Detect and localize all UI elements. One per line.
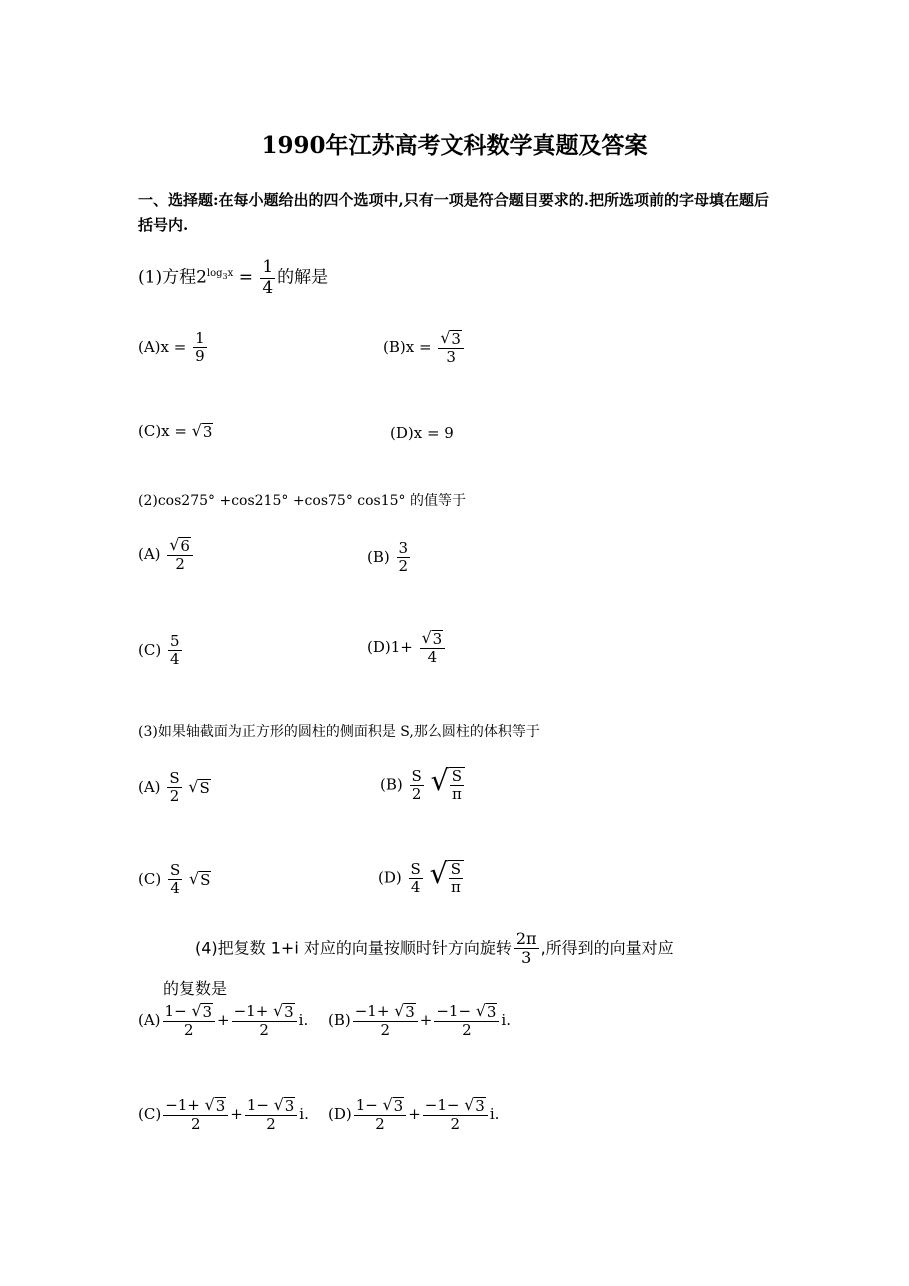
q2-d-label: (D)1+ xyxy=(367,638,413,656)
q4-d-r2: 3 xyxy=(475,1097,485,1116)
q4-a-n2: −1+ xyxy=(233,1002,274,1020)
sqrt-icon: √ 3 xyxy=(273,1001,294,1022)
q3-a-label: (A) xyxy=(138,777,161,796)
q4-rot-num: 2π xyxy=(515,929,537,948)
q4-b-tail: i. xyxy=(501,1011,511,1029)
q1-c-label: (C)x = xyxy=(138,422,187,440)
q2-option-c xyxy=(138,633,184,669)
q2-option-a xyxy=(138,537,195,573)
q4-a-r2: 3 xyxy=(284,1003,294,1022)
q1-b-radicand: 3 xyxy=(451,330,461,349)
sqrt-icon: √ S xyxy=(189,869,211,889)
sqrt-icon: √ 3 xyxy=(421,628,443,649)
q3-a-num: S xyxy=(169,769,180,787)
q3-b-root-num: S xyxy=(451,767,463,785)
q4-a-tail: i. xyxy=(298,1011,309,1029)
q4-a-d1: 2 xyxy=(184,1020,194,1039)
q3-b-root-den: π xyxy=(451,785,462,804)
q4-b-n2: −1− xyxy=(436,1002,476,1020)
q4-a-frac1 xyxy=(163,1003,215,1039)
sqrt-icon: √ 3 xyxy=(464,1095,485,1116)
q4-d-r1: 3 xyxy=(393,1097,404,1116)
sqrt-icon: √ 3 xyxy=(475,1001,497,1022)
q1-frac-num: 1 xyxy=(262,257,274,277)
q1-option-d: (D)x = 9 xyxy=(390,424,454,442)
q1-b-den: 3 xyxy=(446,347,456,366)
q4-option-b xyxy=(328,1003,511,1039)
q4-c-tail: i. xyxy=(299,1105,309,1123)
q4-d-d1: 2 xyxy=(375,1114,385,1133)
q1-c-radicand: 3 xyxy=(202,423,213,442)
q3-b-label: (B) xyxy=(380,775,403,794)
q4-c-frac2 xyxy=(245,1097,297,1133)
q2-option-d xyxy=(367,630,447,666)
q4-b-frac2 xyxy=(434,1003,499,1039)
q4-option-a xyxy=(138,1003,308,1039)
q3-a-radicand: S xyxy=(199,779,210,797)
sqrt-icon: √ S xyxy=(188,777,210,797)
sqrt-icon: √ $\frac{S}{\pi}$ xyxy=(430,860,464,897)
q4-d-tail: i. xyxy=(489,1105,500,1123)
q1-exp-sub: 3 xyxy=(222,271,228,281)
q1-a-label: (A)x = xyxy=(138,337,187,356)
q4-a-d2: 2 xyxy=(259,1020,269,1039)
q3-d-den: 4 xyxy=(410,877,421,896)
q1-exp-var: x xyxy=(227,267,234,279)
q4-c-n2: 1− xyxy=(246,1096,274,1114)
q4-c-label: (C) xyxy=(138,1105,162,1123)
q3-option-a xyxy=(138,770,211,806)
q4-option-d xyxy=(328,1097,499,1133)
q4-c-r1: 3 xyxy=(215,1097,226,1116)
q3-c-label: (C) xyxy=(138,869,162,888)
q3-d-num: S xyxy=(410,859,421,878)
sqrt-icon: √ 3 xyxy=(382,1095,404,1116)
q1-a-num: 1 xyxy=(195,329,205,347)
sqrt-icon: √ 3 xyxy=(204,1095,226,1116)
q2-d-radicand: 3 xyxy=(432,630,443,649)
q3-a-den: 2 xyxy=(169,787,180,806)
q2-b-den: 2 xyxy=(398,557,409,576)
q1-exp: log xyxy=(206,267,223,279)
q4-line1-pre: (4)把复数 1+i 对应的向量按顺时针方向旋转 xyxy=(195,938,512,958)
sqrt-icon: √ 3 xyxy=(273,1095,295,1116)
q4-option-c xyxy=(138,1097,309,1133)
q4-c-n1: −1+ xyxy=(165,1096,205,1114)
q2-b-label: (B) xyxy=(367,547,390,566)
q4-rotation-fraction xyxy=(514,930,539,968)
q4-b-label: (B) xyxy=(328,1011,351,1029)
q4-c-frac1 xyxy=(163,1097,228,1133)
q2-a-radicand: 6 xyxy=(180,537,190,556)
section-instructions: 一、选择题:在每小题给出的四个选项中,只有一项是符合题目要求的.把所选项前的字母填在题后括号内. xyxy=(138,191,769,234)
question-2-stem: (2)cos275° +cos215° +cos75° cos15° 的值等于 xyxy=(138,493,466,509)
q3-option-c xyxy=(138,862,211,898)
q3-d-fraction xyxy=(409,861,423,897)
q4-d-label: (D) xyxy=(328,1105,352,1123)
q3-b-num: S xyxy=(411,766,422,785)
q3-d-label: (D) xyxy=(378,868,402,887)
q4-d-n2: −1− xyxy=(424,1096,465,1114)
q1-option-b xyxy=(383,330,466,366)
q2-c-num: 5 xyxy=(169,632,180,650)
q2-d-den: 4 xyxy=(427,647,438,666)
sqrt-icon: √ 3 xyxy=(191,421,213,442)
q1-suffix: 的解是 xyxy=(277,267,329,288)
q1-option-c xyxy=(138,422,213,441)
q3-c-radicand: S xyxy=(200,871,211,889)
page-title: 1990年江苏高考文科数学真题及答案 xyxy=(261,132,648,159)
q3-b-fraction xyxy=(410,768,424,804)
q4-a-frac2 xyxy=(232,1003,297,1039)
question-4-stem-line1 xyxy=(195,930,674,968)
q4-b-n1: −1+ xyxy=(354,1002,395,1020)
q2-a-den: 2 xyxy=(175,554,185,573)
q4-d-frac1 xyxy=(354,1097,406,1133)
q2-c-fraction xyxy=(168,633,182,669)
q4-d-op: + xyxy=(408,1105,421,1123)
q2-b-fraction xyxy=(397,540,411,576)
q1-base: 2 xyxy=(196,267,207,288)
q4-b-d2: 2 xyxy=(462,1020,472,1039)
q4-c-d2: 2 xyxy=(266,1114,276,1133)
sqrt-icon: √ 3 xyxy=(440,328,461,349)
q1-fraction xyxy=(260,258,275,298)
q1-a-fraction xyxy=(193,330,207,366)
q3-c-den: 4 xyxy=(170,879,180,898)
question-4-stem-line2: 的复数是 xyxy=(163,979,228,998)
q2-c-den: 4 xyxy=(169,650,180,669)
q1-frac-den: 4 xyxy=(262,277,274,298)
q4-a-n1: 1− xyxy=(164,1002,192,1020)
q4-c-r2: 3 xyxy=(284,1097,295,1116)
q2-a-fraction xyxy=(167,537,193,573)
q2-option-b xyxy=(367,540,412,576)
q4-a-op: + xyxy=(217,1011,230,1029)
sqrt-icon: √ 3 xyxy=(394,1001,415,1022)
question-3-stem: (3)如果轴截面为正方形的圆柱的侧面积是 S,那么圆柱的体积等于 xyxy=(138,724,540,740)
q3-a-fraction xyxy=(167,770,181,806)
q2-d-fraction xyxy=(420,630,446,666)
sqrt-icon: √ 3 xyxy=(191,1001,213,1022)
q1-a-den: 9 xyxy=(195,347,205,366)
q3-option-d xyxy=(378,857,464,897)
q4-b-r2: 3 xyxy=(486,1003,497,1022)
q1-b-fraction xyxy=(438,330,464,366)
sqrt-icon: √ 6 xyxy=(169,535,190,556)
q3-d-root-num: S xyxy=(450,860,462,878)
q4-b-op: + xyxy=(419,1011,433,1029)
q2-a-label: (A) xyxy=(138,545,161,563)
q4-b-r1: 3 xyxy=(405,1003,415,1022)
q4-c-op: + xyxy=(230,1105,243,1123)
question-1-stem xyxy=(138,258,328,298)
q2-c-label: (C) xyxy=(138,640,162,659)
q3-option-b xyxy=(380,764,465,804)
sqrt-icon: √ $\frac{S}{\pi}$ xyxy=(431,767,465,804)
q3-d-root-den: π xyxy=(450,878,461,897)
q4-b-d1: 2 xyxy=(380,1020,391,1039)
q2-b-num: 3 xyxy=(398,539,409,557)
q1-option-a xyxy=(138,330,209,366)
q1-prefix: (1)方程 xyxy=(138,267,197,288)
q4-d-frac2 xyxy=(423,1097,488,1133)
q4-a-label: (A) xyxy=(138,1011,161,1029)
q1-equals: = xyxy=(238,267,253,288)
q3-c-fraction xyxy=(168,862,182,898)
q4-rot-den: 3 xyxy=(521,948,532,968)
q4-line1-post: ,所得到的向量对应 xyxy=(540,938,674,958)
q4-c-d1: 2 xyxy=(190,1114,201,1133)
q4-b-frac1 xyxy=(353,1003,418,1039)
q4-a-r1: 3 xyxy=(202,1003,213,1022)
q3-b-den: 2 xyxy=(411,784,422,803)
q4-d-n1: 1− xyxy=(355,1096,383,1114)
q3-c-num: S xyxy=(169,861,181,879)
q1-b-label: (B)x = xyxy=(383,338,432,356)
q4-d-d2: 2 xyxy=(450,1114,461,1133)
